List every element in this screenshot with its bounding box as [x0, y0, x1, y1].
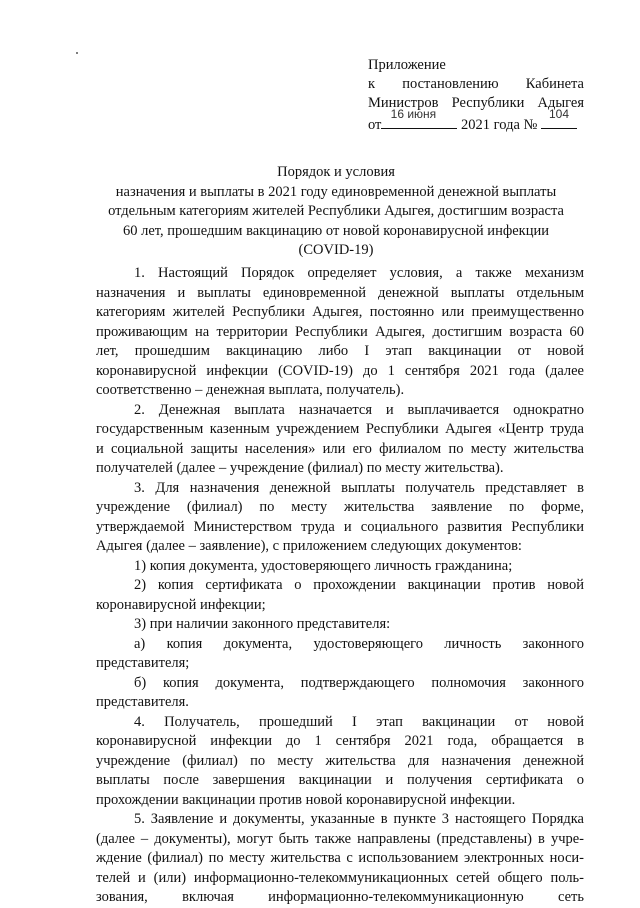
list-subitem-b: б) копия документа, подтверждающего полномочия законного [134, 674, 584, 691]
list-subitem-a: а) копия документа, удостоверяющего личность законного [134, 635, 584, 652]
paragraph-1-line: 1. Настоящий Порядок определяет условия, а также механизм [134, 265, 584, 281]
appendix-title: Приложение [368, 57, 446, 73]
paragraph-2-line: и социальной защиты населения» или его филиалом по месту жительства [96, 440, 584, 457]
paragraph-2-line: государственным казенным учреждением Республики Адыгея «Центр труда [96, 421, 584, 437]
paragraph-4-line: учреждение (филиал) по месту жительства для назначения денежной [96, 752, 584, 769]
list-item-2: 2) копия сертификата о прохождении вакцинации против новой [134, 577, 584, 593]
appendix-block [368, 56, 584, 132]
paragraph-5-line: 5. Заявление и документы, указанные в пункте 3 настоящего Порядка [134, 811, 584, 827]
date-prefix: от [368, 117, 382, 133]
paragraph-4-line: прохождении вакцинации против новой коронавирусной инфекции. [96, 791, 516, 808]
paragraph-1-line: назначения и выплаты единовременной денежной выплаты отдельным [96, 284, 584, 301]
decree-number-field [541, 107, 577, 129]
document-body [96, 264, 584, 908]
appendix-decree-line: к постановлению Кабинета [368, 76, 584, 92]
title-line: (COVID-19) [298, 242, 374, 258]
paragraph-5-line: ждение (филиал) по месту жительства с использованием электронных носи- [96, 850, 584, 866]
paragraph-2-line: получателей (далее – учреждение (филиал) по месту жительства). [96, 460, 504, 476]
paragraph-3-line: 3. Для назначения денежной выплаты получатель представляет в [134, 479, 584, 496]
date-blank [445, 113, 457, 129]
date-day-handwritten: 16 июня [390, 107, 437, 121]
list-item-1: 1) копия документа, удостоверяющего личность гражданина; [134, 557, 513, 574]
document-title [96, 163, 576, 261]
paragraph-1-line: соответственно – денежная выплата, получатель). [96, 382, 405, 398]
paragraph-5-line: (далее – документы), могут быть также направлены (представлены) в учре- [96, 830, 584, 847]
paragraph-1-line: категориям жителей Республики Адыгея, постоянно или преимущественно [96, 304, 584, 320]
paragraph-2-line: 2. Денежная выплата назначается и выплачивается однократно [134, 401, 584, 418]
paragraph-4-line: выплаты после завершения вакцинации и получения сертификата о [96, 772, 584, 788]
paragraph-3-line: утверждаемой Министерством труда и социального развития Республики [96, 518, 584, 535]
date-year: 2021 года № [461, 117, 538, 133]
paragraph-3-line: Адыгея (далее – заявление), с приложением следующих документов: [96, 538, 522, 554]
paragraph-4-line: коронавирусной инфекции до 1 сентября 2021 года, обращается в [96, 733, 584, 749]
paragraph-1-line: лет, прошедшим вакцинацию либо I этап вакцинации от новой [96, 343, 584, 359]
decree-number-handwritten: 104 [548, 107, 569, 121]
list-subitem-b: представителя. [96, 694, 189, 710]
title-line: назначения и выплаты в 2021 году единовременной денежной выплаты [115, 183, 557, 200]
paragraph-4-line: 4. Получатель, прошедший I этап вакцинации от новой [134, 713, 584, 730]
scan-speck [76, 52, 78, 54]
appendix-date-line [368, 107, 584, 133]
paragraph-5-line: телей и (или) информационно-телекоммуникационных сетей общего поль- [96, 869, 584, 886]
title-line: отдельным категориям жителей Республики Адыгея, достигшим возраста [108, 203, 564, 219]
title-heading: Порядок и условия [277, 164, 395, 180]
paragraph-1-line: коронавирусной инфекции (COVID-19) до 1 сентября 2021 года (далее [96, 362, 584, 379]
paragraph-1-line: проживающим на территории Республики Адыгея, достигшим возраста 60 [96, 323, 584, 340]
paragraph-5-line: зования, включая информационно-телекоммуникационную сеть [96, 889, 584, 905]
list-item-2: коронавирусной инфекции; [96, 596, 266, 613]
paragraph-3-line: учреждение (филиал) по месту жительства заявление по форме, [96, 499, 584, 515]
date-day-field [381, 107, 445, 129]
list-item-3: 3) при наличии законного представителя: [134, 616, 391, 632]
list-subitem-a: представителя; [96, 655, 190, 671]
appendix-authority-line: Министров Республики Адыгея [368, 95, 584, 111]
title-line: 60 лет, прошедшим вакцинацию от новой коронавирусной инфекции [123, 222, 549, 239]
